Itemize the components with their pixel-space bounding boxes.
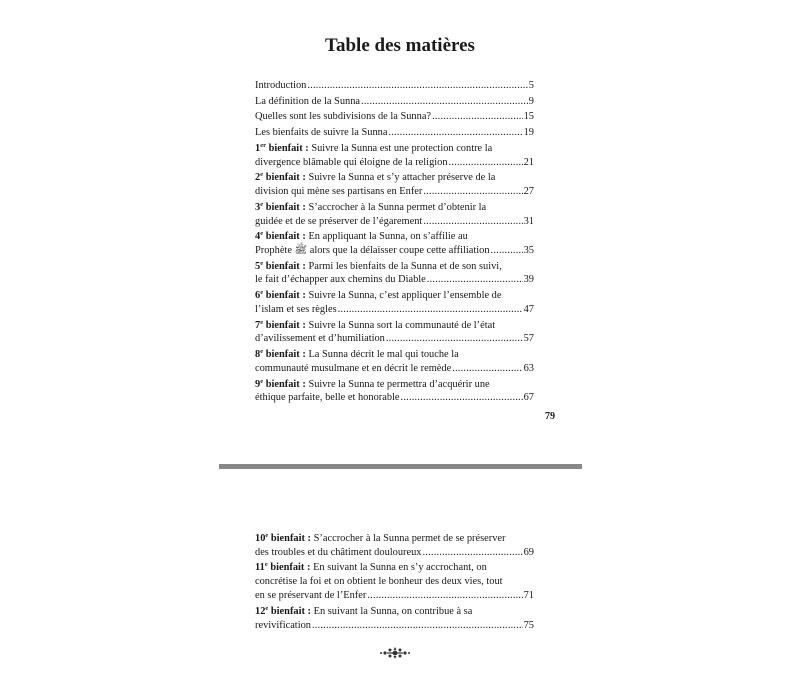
- toc-entry-keyword: bienfait :: [265, 231, 306, 243]
- dot-leader: [338, 303, 523, 317]
- toc-entry-title: La Sunna décrit le mal qui touche la: [308, 349, 459, 361]
- toc-entry-title: guidée et de se préserver de l’égarement: [255, 215, 423, 227]
- toc-entry-label: [255, 261, 306, 272]
- toc-page-number: 19: [523, 127, 534, 139]
- toc-entry-title: communauté musulmane et en décrit le remède: [255, 362, 452, 374]
- dot-leader: [491, 244, 523, 258]
- dot-leader: [427, 273, 523, 287]
- toc-entry-label: [255, 290, 306, 301]
- floral-ornament-icon: [378, 646, 412, 660]
- toc-entry-title: revivification: [255, 619, 311, 631]
- toc-entry-label: [255, 143, 309, 154]
- toc-entry-number: 4: [255, 231, 261, 243]
- toc-entry-line: [255, 589, 534, 603]
- toc-entry-line: [255, 215, 534, 229]
- toc-entry-title: S’accrocher à la Sunna permet d’obtenir la: [308, 201, 487, 213]
- toc-entry-line: [255, 575, 534, 589]
- toc-entry-number: 11: [255, 562, 265, 574]
- toc-entry-line: [255, 561, 534, 575]
- toc-entry-title: division qui mène ses partisans en Enfer: [255, 186, 423, 198]
- toc-entry: [255, 348, 534, 376]
- toc-entry-line: [255, 378, 534, 392]
- toc-entry-title: En suivant la Sunna, on contribue à sa: [313, 605, 473, 617]
- toc-page-number: 27: [523, 186, 534, 198]
- toc-entry-text: [255, 379, 490, 390]
- dot-leader: [449, 156, 523, 170]
- toc-entry-ordinal: er: [260, 141, 266, 149]
- toc-entry: [255, 142, 534, 170]
- toc-entry-text: [255, 215, 422, 229]
- toc-entry-number: 7: [255, 319, 261, 331]
- toc-entry-text: [255, 202, 486, 213]
- toc-list-page-2: [255, 532, 534, 634]
- toc-entry-keyword: bienfait :: [270, 605, 312, 617]
- toc-entry-number: 5: [255, 260, 261, 272]
- toc-entry-number: 2: [255, 172, 261, 184]
- toc-entry-line: [255, 319, 534, 333]
- toc-entry-ordinal: e: [260, 171, 264, 179]
- toc-entry-title: Introduction: [255, 80, 307, 91]
- page-divider: [219, 464, 582, 469]
- toc-entry: [255, 201, 534, 229]
- toc-entry-title: Suivre la Sunna te permettra d’acquérir une: [308, 378, 490, 390]
- toc-entry: [255, 171, 534, 199]
- toc-entry-line: [255, 260, 534, 274]
- toc-entry-ordinal: e: [265, 532, 269, 539]
- toc-entry-text: [255, 320, 495, 331]
- toc-page-number: 15: [523, 111, 534, 123]
- toc-entry: [255, 110, 534, 124]
- toc-entry: [255, 561, 534, 602]
- dot-leader: [361, 95, 528, 109]
- toc-entry: [255, 260, 534, 288]
- toc-entry-number: 12: [255, 605, 266, 617]
- toc-entry-number: 10: [255, 533, 266, 544]
- dot-leader: [386, 332, 523, 346]
- toc-page-number: 21: [523, 156, 534, 168]
- toc-entry-title: Parmi les bienfaits de la Sunna et de son suivi,: [308, 260, 502, 272]
- toc-entry-line: [255, 185, 534, 199]
- toc-entry-text: [255, 619, 311, 633]
- toc-entry-text: [255, 231, 468, 242]
- toc-entry-text: [255, 172, 495, 183]
- dot-leader: [452, 362, 522, 376]
- toc-entry-keyword: bienfait :: [265, 319, 306, 331]
- toc-entry-title: Suivre la Sunna et s’y attacher préserve de la: [308, 172, 496, 184]
- toc-entry-line: [255, 156, 534, 170]
- toc-entry: [255, 126, 534, 140]
- toc-entry-ordinal: e: [260, 377, 264, 385]
- toc-entry-text: [255, 606, 472, 617]
- dot-leader: [423, 546, 523, 560]
- toc-entry-keyword: bienfait :: [265, 349, 306, 361]
- toc-entry: [255, 605, 534, 633]
- dot-leader: [423, 215, 522, 229]
- toc-entry-ordinal: e: [260, 348, 264, 356]
- toc-entry-number: 8: [255, 349, 261, 361]
- toc-entry-text: [255, 290, 501, 301]
- toc-entry-line: [255, 273, 534, 287]
- toc-entry: [255, 319, 534, 347]
- toc-entry-line: [255, 171, 534, 185]
- toc-entry: [255, 79, 534, 93]
- toc-entry-text: [255, 261, 502, 272]
- toc-entry-title: Suivre la Sunna sort la communauté de l’état: [308, 319, 496, 331]
- toc-entry-label: [255, 606, 311, 617]
- toc-page-number: 47: [523, 303, 534, 315]
- toc-entry-label: [255, 533, 311, 544]
- toc-entry-title: éthique parfaite, belle et honorable: [255, 392, 400, 404]
- toc-entry-title: Suivre la Sunna, c’est appliquer l’ensemble de: [308, 290, 502, 302]
- toc-entry-ordinal: e: [260, 289, 264, 297]
- toc-entry-number: 9: [255, 378, 261, 390]
- toc-entry-keyword: bienfait :: [270, 562, 311, 574]
- toc-entry-keyword: bienfait :: [270, 533, 312, 544]
- toc-entry-text: [255, 143, 492, 154]
- toc-entry-ordinal: e: [260, 318, 264, 326]
- toc-entry-title: divergence blâmable qui éloigne de la religion: [255, 156, 448, 168]
- toc-entry-text: [255, 546, 422, 560]
- toc-page-number: 67: [523, 392, 534, 404]
- toc-entry-title: La définition de la Sunna: [255, 95, 361, 107]
- toc-entry-label: [255, 349, 306, 360]
- toc-entry-text: [255, 303, 337, 317]
- toc-entry-line: [255, 201, 534, 215]
- toc-page-number: 75: [523, 619, 534, 631]
- toc-entry-line: [255, 391, 534, 405]
- dot-leader: [367, 589, 522, 603]
- toc-entry-line: [255, 532, 534, 546]
- toc-page-number: 69: [523, 546, 534, 558]
- toc-entry-text: [255, 576, 503, 587]
- toc-entry-line: [255, 348, 534, 362]
- toc-entry-line: [255, 546, 534, 560]
- toc-page-number: 39: [523, 274, 534, 286]
- toc-entry-keyword: bienfait :: [265, 378, 306, 390]
- toc-list-page-1: [255, 79, 534, 407]
- toc-entry-title: Prophète ﷺ alors que la délaisser coupe cette affiliation: [255, 245, 490, 256]
- toc-entry-line: [255, 362, 534, 376]
- dot-leader: [307, 79, 527, 93]
- toc-entry-text: [255, 562, 487, 573]
- toc-entry-line: [255, 303, 534, 317]
- toc-entry-title: En appliquant la Sunna, on s’affilie au: [308, 231, 468, 243]
- toc-entry-number: 6: [255, 290, 261, 302]
- toc-entry-label: [255, 202, 306, 213]
- toc-entry-title: concrétise la foi et on obtient le bonheur des deux vies, tout: [255, 576, 503, 588]
- toc-entry-label: [255, 379, 306, 390]
- toc-entry-keyword: bienfait :: [265, 172, 306, 184]
- toc-entry-ordinal: e: [260, 230, 264, 238]
- toc-entry: [255, 230, 534, 258]
- toc-entry-line: [255, 619, 534, 633]
- toc-entry-text: [255, 533, 505, 544]
- toc-entry-text: [255, 589, 366, 603]
- toc-entry: [255, 95, 534, 109]
- toc-page-number: 35: [523, 245, 534, 256]
- page-title: Table des matières: [325, 35, 475, 56]
- toc-entry-title: en se préservant de l’Enfer: [255, 590, 367, 602]
- toc-entry-keyword: bienfait :: [265, 290, 306, 302]
- toc-entry-keyword: bienfait :: [268, 142, 309, 154]
- toc-entry-ordinal: e: [265, 604, 269, 612]
- toc-entry-line: [255, 142, 534, 156]
- toc-entry-title: En suivant la Sunna en s’y accrochant, on: [313, 562, 487, 574]
- dot-leader: [423, 185, 522, 199]
- toc-entry-label: [255, 562, 310, 573]
- toc-page-number: 57: [523, 333, 534, 345]
- toc-page-number: 71: [523, 590, 534, 602]
- page-number: 79: [545, 411, 555, 422]
- toc-entry-number: 3: [255, 201, 261, 213]
- dot-leader: [401, 391, 523, 405]
- toc-page-number: 9: [528, 95, 534, 107]
- toc-entry: [255, 378, 534, 406]
- toc-entry-keyword: bienfait :: [265, 201, 306, 213]
- toc-entry-title: le fait d’échapper aux chemins du Diable: [255, 274, 426, 286]
- toc-entry-title: l’islam et ses règles: [255, 303, 337, 315]
- toc-entry-text: [255, 362, 451, 376]
- toc-entry-number: 1: [255, 142, 261, 154]
- toc-entry-label: [255, 320, 306, 331]
- toc-entry-ordinal: e: [260, 259, 264, 267]
- toc-entry-label: [255, 172, 306, 183]
- toc-entry-label: [255, 231, 306, 242]
- toc-entry-line: [255, 230, 534, 244]
- toc-entry: [255, 532, 534, 560]
- toc-entry-text: [255, 244, 490, 258]
- toc-entry-ordinal: e: [260, 200, 264, 208]
- toc-entry-title: Les bienfaits de suivre la Sunna: [255, 127, 388, 139]
- toc-page-number: 5: [528, 80, 534, 91]
- toc-entry-text: [255, 391, 400, 405]
- toc-page-number: 63: [523, 362, 534, 374]
- toc-entry: [255, 289, 534, 317]
- toc-entry-text: [255, 349, 459, 360]
- toc-entry-title: d’avilissement et d’humiliation: [255, 333, 385, 345]
- toc-entry-ordinal: e: [264, 561, 268, 569]
- toc-entry-text: [255, 273, 426, 287]
- toc-entry-title: des troubles et du châtiment douloureux: [255, 546, 422, 558]
- dot-leader: [432, 110, 523, 124]
- toc-entry-title: Suivre la Sunna est une protection contre la: [311, 142, 493, 154]
- toc-entry-text: [255, 156, 448, 170]
- toc-entry-text: [255, 185, 422, 199]
- toc-entry-line: [255, 332, 534, 346]
- toc-entry-line: [255, 605, 534, 619]
- toc-entry-title: Quelles sont les subdivisions de la Sunna?: [255, 111, 432, 123]
- toc-entry-line: [255, 244, 534, 258]
- dot-leader: [312, 619, 523, 633]
- toc-entry-line: [255, 289, 534, 303]
- toc-entry-text: [255, 332, 385, 346]
- dot-leader: [388, 126, 522, 140]
- toc-page-number: 31: [523, 215, 534, 227]
- toc-entry-title: S’accrocher à la Sunna permet de se préserver: [313, 533, 506, 544]
- toc-entry-keyword: bienfait :: [265, 260, 306, 272]
